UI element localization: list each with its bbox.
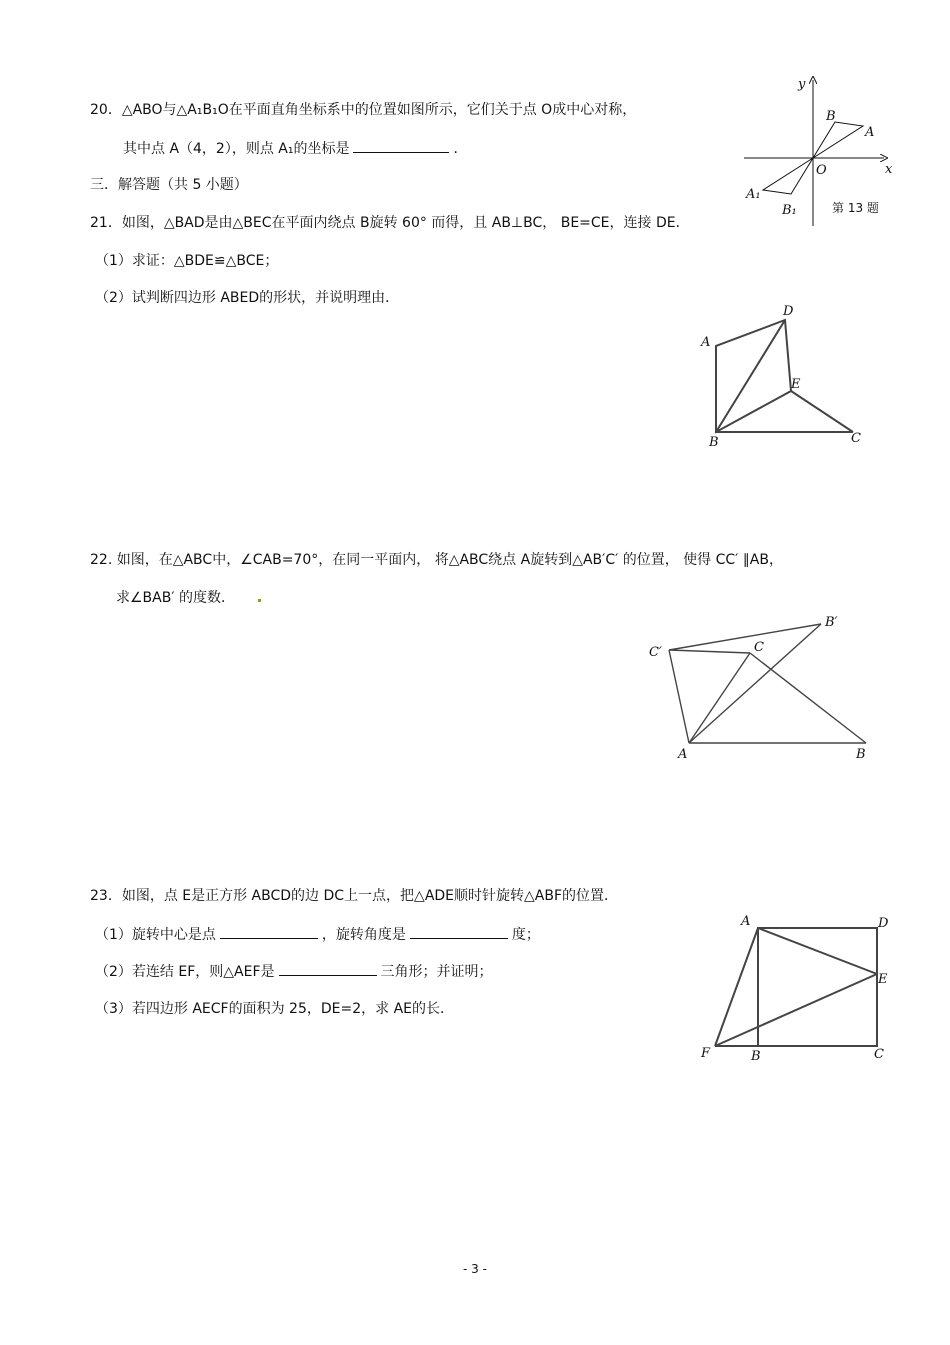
q23-part3: （3）若四边形 AECF的面积为 25，DE=2，求 AE的长． [95, 1001, 455, 1017]
q22-mark-dot [258, 599, 261, 602]
q23-segment-af [715, 928, 758, 1046]
q23-part1-text: （1）旋转中心是点 [95, 927, 216, 943]
q22-segment-cb [750, 653, 866, 743]
q23-label-d: D [878, 916, 889, 931]
q20-line2-text: 其中点 A（4，2），则点 A₁的坐标是 [123, 141, 350, 157]
q23-part1-mid: ，旋转角度是 [321, 927, 406, 943]
q23-part2-end: 三角形；并证明； [380, 964, 493, 980]
q20-answer-blank [353, 138, 449, 153]
q21-figure [695, 298, 875, 458]
q20-triangle-a1b1o [763, 158, 813, 194]
q22-label-c2: C′ [649, 645, 662, 660]
q20-label-y: y [798, 77, 806, 92]
q20-label-b1: B₁ [782, 203, 797, 218]
q22-label-b2: B′ [825, 615, 838, 630]
q23-stem: 23．如图，点 E是正方形 ABCD的边 DC上一点，把△ADE顺时针旋转△ABF的位置． [90, 888, 619, 904]
q22-line2: 求∠BAB′ 的度数． [116, 590, 235, 606]
q23-part2-text: （2）若连结 EF，则△AEF是 [95, 964, 275, 980]
q21-label-a: A [701, 335, 711, 350]
q23-part2 [95, 961, 493, 982]
q20-figure-caption: 第 13 题 [832, 201, 879, 215]
q22-figure [640, 610, 880, 760]
q20-triangle-abo [813, 122, 863, 158]
page-number: - 3 - [463, 1262, 487, 1276]
q20-label-a1: A₁ [746, 187, 761, 202]
q23-label-f: F [701, 1046, 711, 1061]
q21-label-d: D [783, 304, 794, 319]
q23-center-blank [220, 924, 318, 939]
q20-figure [740, 76, 900, 236]
q21-part2: （2）试判断四边形 ABED的形状，并说明理由． [95, 290, 400, 306]
q23-part1 [95, 924, 540, 945]
q21-label-b: B [709, 435, 719, 450]
q23-square-abcd [758, 928, 877, 1046]
q20-label-x: x [885, 162, 893, 177]
q21-label-c: C [851, 431, 861, 446]
q22-label-c: C [754, 640, 764, 655]
q22-stem: 22. 如图，在△ABC中，∠CAB=70°，在同一平面内， 将△ABC绕点 A旋转到△AB′C′ 的位置， 使得 CC′ ∥AB， [90, 552, 783, 568]
q22-segment-ac [689, 653, 750, 743]
q23-label-a: A [741, 914, 751, 929]
q22-segment-cc2 [669, 650, 750, 653]
q20-label-a: A [865, 125, 875, 140]
q23-figure [695, 908, 905, 1068]
q22-segment-ac2 [669, 650, 689, 743]
q21-segment-ec [791, 391, 853, 432]
q20-line2-end: ． [453, 141, 468, 157]
q23-part1-end: 度； [511, 927, 540, 943]
q21-label-e: E [791, 377, 801, 392]
q23-label-e: E [878, 972, 888, 987]
q20-line2 [123, 138, 467, 159]
q23-label-b: B [751, 1049, 761, 1064]
q23-angle-blank [410, 924, 508, 939]
q23-shape-blank [279, 961, 377, 976]
q20-label-b: B [826, 109, 836, 124]
q22-label-a: A [678, 747, 688, 762]
q21-part1: （1）求证：△BDE≌△BCE； [95, 253, 279, 269]
q21-stem: 21．如图，△BAD是由△BEC在平面内绕点 B旋转 60° 而得，且 AB⊥BC， BE=CE，连接 DE． [90, 215, 690, 231]
section-heading: 三．解答题（共 5 小题） [90, 177, 248, 193]
q22-segment-c2b2 [669, 624, 821, 650]
q23-label-c: C [874, 1047, 884, 1062]
q23-segment-ae [758, 928, 877, 974]
q20-line1: 20．△ABO与△A₁B₁O在平面直角坐标系中的位置如图所示，它们关于点 O成中心对称， [90, 102, 637, 118]
q20-label-o: O [816, 163, 827, 178]
q23-segment-fe [715, 974, 877, 1046]
q21-segment-bd [716, 320, 785, 432]
q22-label-b: B [856, 747, 866, 762]
